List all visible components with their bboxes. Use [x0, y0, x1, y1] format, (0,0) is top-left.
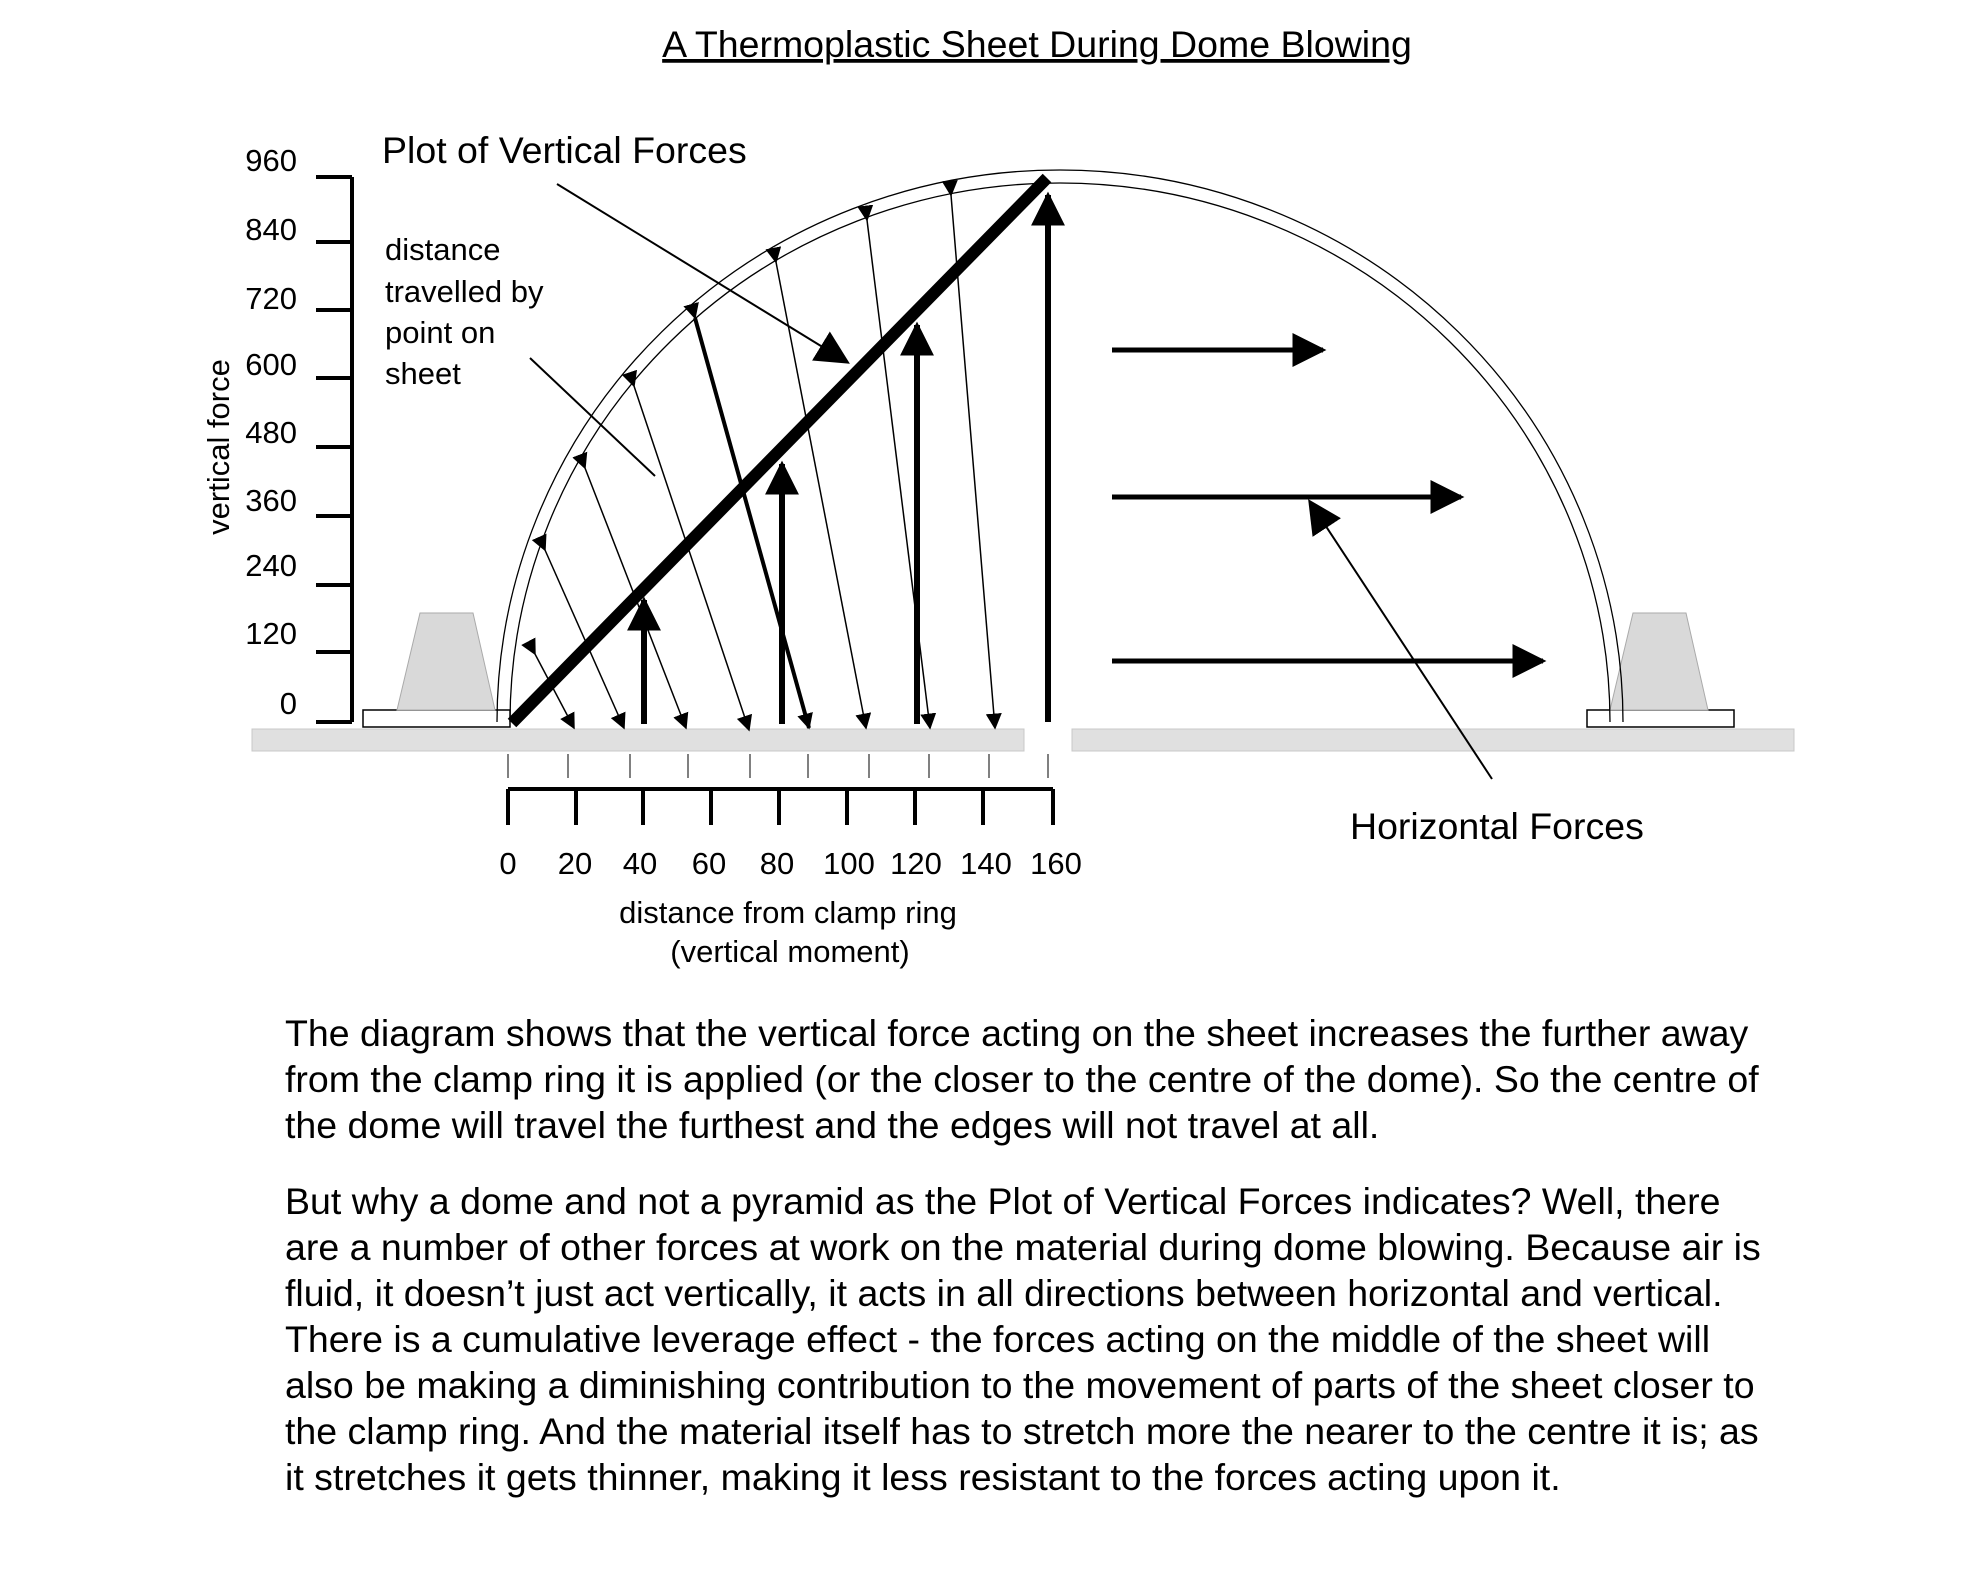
x-tick-label: 120	[890, 846, 942, 881]
travel-arrow	[545, 550, 624, 728]
y-tick-label: 360	[245, 483, 297, 518]
distance-axis	[499, 754, 1081, 969]
y-tick-label: 720	[245, 281, 297, 316]
distance-travelled-line: distance	[385, 232, 501, 267]
horizontal-force-arrows	[1112, 350, 1543, 661]
y-tick-label: 240	[245, 548, 297, 583]
clamp-ring-right	[1587, 710, 1734, 727]
distance-travelled-line: travelled by	[385, 274, 544, 309]
horizontal-forces-label: Horizontal Forces	[1350, 805, 1644, 847]
plot-of-vertical-forces-label: Plot of Vertical Forces	[382, 129, 747, 171]
diagram-title: A Thermoplastic Sheet During Dome Blowing	[662, 23, 1412, 65]
base-plate-right	[1072, 729, 1794, 751]
clamp-ring-left	[363, 710, 510, 727]
dome-outline-inner	[510, 183, 1610, 722]
x-axis-title: distance from clamp ring	[619, 895, 957, 930]
x-tick-label: 40	[622, 846, 658, 881]
distance-travelled-line: point on	[385, 315, 496, 350]
x-axis-subtitle: (vertical moment)	[670, 934, 910, 969]
plot-label-leader	[557, 184, 847, 362]
caption-paragraph-1: The diagram shows that the vertical force acting on the sheet increases the further away from the clamp ring it is applied (or the closer to the centre of the dome). So the centre of the dome will travel the furthest and the edges will not travel at all.	[285, 1012, 1759, 1146]
y-tick-label: 840	[245, 212, 297, 247]
x-tick-label: 0	[499, 846, 517, 881]
x-tick-label: 140	[960, 846, 1012, 881]
clamp-block-left	[397, 613, 495, 710]
travel-arrow	[634, 386, 749, 730]
x-tick-label: 80	[759, 846, 795, 881]
distance-travelled-label	[385, 232, 552, 391]
distance-label-leader	[530, 358, 655, 476]
y-tick-label: 960	[245, 143, 297, 178]
caption-paragraph-2: But why a dome and not a pyramid as the Plot of Vertical Forces indicates? Well, there are a number of other forces at work on the material during dome blowing. Because air is fluid, it doesn’t just act vertically, it acts in all directions between horizontal and vertical. There is a cumulative leverage effect - the forces acting on the middle of the sheet will also be making a diminishing contribution to the movement of parts of the sheet closer to the clamp ring. And the material itself has to stretch more the nearer to the centre it is; as it stretches it gets thinner, making it less resistant to the forces acting upon it.	[285, 1180, 1761, 1498]
vertical-force-axis	[201, 143, 352, 722]
distance-travelled-line: sheet	[385, 356, 461, 391]
y-tick-label: 600	[245, 347, 297, 382]
y-tick-label: 480	[245, 415, 297, 450]
x-tick-label: 60	[691, 846, 727, 881]
base-plate-left	[252, 729, 1024, 751]
x-tick-label: 160	[1030, 846, 1082, 881]
clamp-block-right	[1610, 613, 1708, 710]
x-tick-label: 100	[823, 846, 875, 881]
x-tick-label: 20	[557, 846, 593, 881]
y-tick-label: 120	[245, 616, 297, 651]
y-tick-label: 0	[279, 686, 297, 721]
y-axis-title: vertical force	[201, 359, 236, 535]
travel-arrow	[867, 220, 930, 728]
dome-outline	[497, 170, 1623, 722]
